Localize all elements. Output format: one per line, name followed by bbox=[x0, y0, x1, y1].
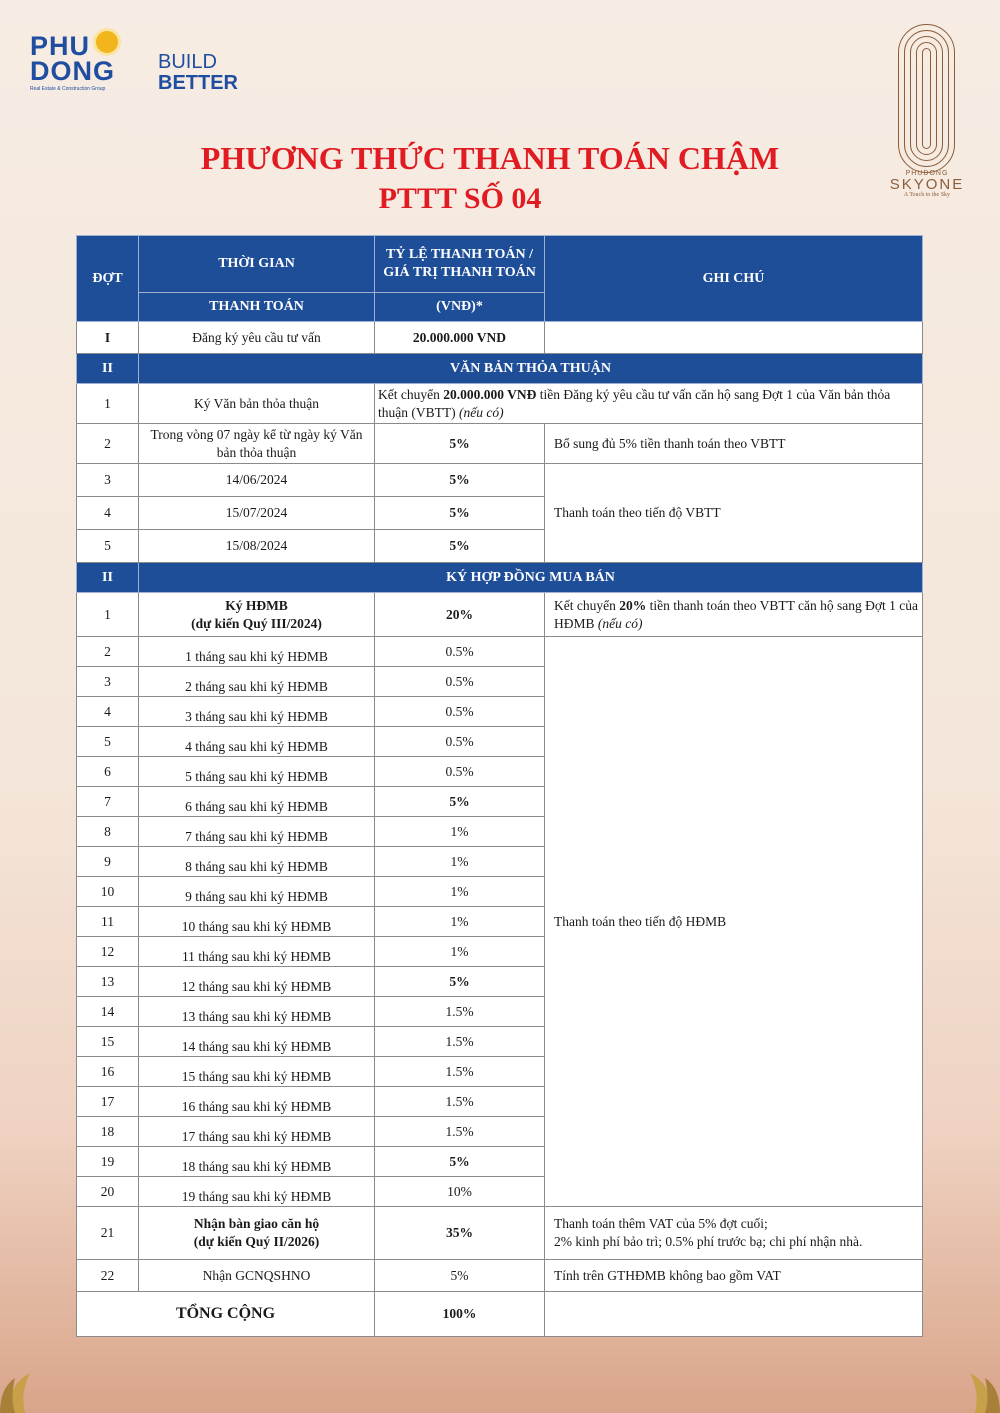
row-time: 17 tháng sau khi ký HĐMB bbox=[139, 1117, 375, 1147]
row-rate: 0.5% bbox=[375, 757, 545, 787]
row-time: 14/06/2024 bbox=[139, 464, 375, 497]
row-rate: 0.5% bbox=[375, 637, 545, 667]
skyone-logo-tagline: A Touch to the Sky bbox=[903, 192, 951, 198]
row-rate: 1.5% bbox=[375, 1117, 545, 1147]
table-row bbox=[77, 1260, 923, 1292]
row-rate: 1% bbox=[375, 847, 545, 877]
plant-decoration-left bbox=[0, 1343, 60, 1413]
row-time: 16 tháng sau khi ký HĐMB bbox=[139, 1087, 375, 1117]
row-time: 14 tháng sau khi ký HĐMB bbox=[139, 1027, 375, 1057]
row-rate: 1% bbox=[375, 877, 545, 907]
row-dot: 3 bbox=[77, 667, 139, 697]
row-dot: 20 bbox=[77, 1177, 139, 1207]
row-rate: 1.5% bbox=[375, 1087, 545, 1117]
table-row bbox=[77, 593, 923, 637]
row-time: 8 tháng sau khi ký HĐMB bbox=[139, 847, 375, 877]
row-time: Ký Văn bản thỏa thuận bbox=[139, 384, 375, 424]
row-dot: 14 bbox=[77, 997, 139, 1027]
row-dot: 19 bbox=[77, 1147, 139, 1177]
total-rate: 100% bbox=[375, 1292, 545, 1337]
row-note bbox=[545, 322, 923, 354]
row-rate: 0.5% bbox=[375, 667, 545, 697]
row-dot: 6 bbox=[77, 757, 139, 787]
table-row bbox=[77, 1207, 923, 1260]
row-dot: 5 bbox=[77, 727, 139, 757]
row-dot: 21 bbox=[77, 1207, 139, 1260]
row-time: 1 tháng sau khi ký HĐMB bbox=[139, 637, 375, 667]
row-time: Trong vòng 07 ngày kể từ ngày ký Văn bản thỏa thuận bbox=[139, 424, 375, 464]
table-row bbox=[77, 384, 923, 424]
row-dot: 7 bbox=[77, 787, 139, 817]
page-subtitle: PTTT SỐ 04 bbox=[378, 182, 542, 215]
row-rate: 1.5% bbox=[375, 997, 545, 1027]
row-time: Ký HĐMB (dự kiến Quý III/2024) bbox=[139, 593, 375, 637]
row-dot: 4 bbox=[77, 497, 139, 530]
row-rate: 1.5% bbox=[375, 1057, 545, 1087]
row-rate: 1.5% bbox=[375, 1027, 545, 1057]
row-time: 3 tháng sau khi ký HĐMB bbox=[139, 697, 375, 727]
row-dot: I bbox=[77, 322, 139, 354]
total-label: TỔNG CỘNG bbox=[77, 1292, 375, 1337]
row-dot: 12 bbox=[77, 937, 139, 967]
row-dot: 15 bbox=[77, 1027, 139, 1057]
row-rate: 10% bbox=[375, 1177, 545, 1207]
row-note: Kết chuyển 20.000.000 VNĐ tiền Đăng ký yêu cầu tư vấn căn hộ sang Đợt 1 của Văn bản thỏa thuận (VBTT) (nếu có) bbox=[375, 384, 923, 424]
row-dot: 22 bbox=[77, 1260, 139, 1292]
slogan bbox=[158, 52, 238, 94]
row-rate: 5% bbox=[375, 1260, 545, 1292]
row-note: Kết chuyển 20% tiền thanh toán theo VBTT căn hộ sang Đợt 1 của HĐMB (nếu có) bbox=[545, 593, 923, 637]
row-rate: 1% bbox=[375, 817, 545, 847]
payment-schedule-table bbox=[76, 235, 923, 1337]
page-title: PHƯƠNG THỨC THANH TOÁN CHẬM bbox=[200, 140, 780, 176]
header-rate-1: TỶ LỆ THANH TOÁN / GIÁ TRỊ THANH TOÁN bbox=[375, 236, 545, 293]
row-dot: 1 bbox=[77, 384, 139, 424]
row-rate: 0.5% bbox=[375, 697, 545, 727]
row-rate: 35% bbox=[375, 1207, 545, 1260]
header-time-2: THANH TOÁN bbox=[139, 293, 375, 322]
row-time: 13 tháng sau khi ký HĐMB bbox=[139, 997, 375, 1027]
table-row bbox=[77, 424, 923, 464]
row-rate: 5% bbox=[375, 967, 545, 997]
row-dot: 2 bbox=[77, 637, 139, 667]
row-rate: 20% bbox=[375, 593, 545, 637]
logo-subtext: Real Estate & Construction Group bbox=[30, 86, 106, 92]
row-time: 15/08/2024 bbox=[139, 530, 375, 563]
row-dot: 10 bbox=[77, 877, 139, 907]
row-rate: 5% bbox=[375, 787, 545, 817]
row-rate: 5% bbox=[375, 424, 545, 464]
plant-decoration-right bbox=[940, 1343, 1000, 1413]
row-rate: 5% bbox=[375, 497, 545, 530]
row-dot: 17 bbox=[77, 1087, 139, 1117]
row-rate: 5% bbox=[375, 464, 545, 497]
row-rate: 1% bbox=[375, 907, 545, 937]
row-time: Nhận GCNQSHNO bbox=[139, 1260, 375, 1292]
row-rate: 20.000.000 VND bbox=[375, 322, 545, 354]
row-time: 9 tháng sau khi ký HĐMB bbox=[139, 877, 375, 907]
row-time: 10 tháng sau khi ký HĐMB bbox=[139, 907, 375, 937]
row-dot: 4 bbox=[77, 697, 139, 727]
row-time: 2 tháng sau khi ký HĐMB bbox=[139, 667, 375, 697]
row-dot: 2 bbox=[77, 424, 139, 464]
row-dot: 5 bbox=[77, 530, 139, 563]
row-time: 15/07/2024 bbox=[139, 497, 375, 530]
row-time: 12 tháng sau khi ký HĐMB bbox=[139, 967, 375, 997]
row-dot: 9 bbox=[77, 847, 139, 877]
row-time: 5 tháng sau khi ký HĐMB bbox=[139, 757, 375, 787]
row-time: Nhận bàn giao căn hộ (dự kiến Quý II/2026) bbox=[139, 1207, 375, 1260]
row-dot: 16 bbox=[77, 1057, 139, 1087]
row-rate: 1% bbox=[375, 937, 545, 967]
row-note: Thanh toán thêm VAT của 5% đợt cuối; 2% kinh phí bảo trì; 0.5% phí trước bạ; chi phí nhận nhà. bbox=[545, 1207, 923, 1260]
row-note: Thanh toán theo tiến độ VBTT bbox=[545, 464, 923, 563]
row-dot: 13 bbox=[77, 967, 139, 997]
row-rate: 5% bbox=[375, 530, 545, 563]
sun-icon bbox=[96, 31, 118, 53]
header-dot: ĐỢT bbox=[77, 236, 139, 322]
row-time: 6 tháng sau khi ký HĐMB bbox=[139, 787, 375, 817]
header-note: GHI CHÚ bbox=[545, 236, 923, 322]
row-time: 7 tháng sau khi ký HĐMB bbox=[139, 817, 375, 847]
row-time: Đăng ký yêu cầu tư vấn bbox=[139, 322, 375, 354]
row-time: 4 tháng sau khi ký HĐMB bbox=[139, 727, 375, 757]
row-note: Thanh toán theo tiến độ HĐMB bbox=[545, 637, 923, 1207]
row-time: 15 tháng sau khi ký HĐMB bbox=[139, 1057, 375, 1087]
row-time: 18 tháng sau khi ký HĐMB bbox=[139, 1147, 375, 1177]
row-dot: 18 bbox=[77, 1117, 139, 1147]
section-dot: II bbox=[77, 563, 139, 593]
slogan-line1: BUILD bbox=[158, 51, 217, 73]
skyone-logo-line1: PHUDONG bbox=[905, 170, 949, 177]
row-dot: 1 bbox=[77, 593, 139, 637]
logo-text-dong: DONG bbox=[30, 56, 115, 86]
header-time-1: THỜI GIAN bbox=[139, 236, 375, 293]
section-title: VĂN BẢN THỎA THUẬN bbox=[139, 354, 923, 384]
header-rate-2: (VNĐ)* bbox=[375, 293, 545, 322]
row-note: Bổ sung đủ 5% tiền thanh toán theo VBTT bbox=[545, 424, 923, 464]
total-note bbox=[545, 1292, 923, 1337]
row-time: 19 tháng sau khi ký HĐMB bbox=[139, 1177, 375, 1207]
logo-text-phu: PHU bbox=[30, 31, 91, 61]
slogan-line2: BETTER bbox=[158, 72, 238, 94]
table-row bbox=[77, 637, 923, 667]
phudong-logo bbox=[30, 31, 115, 92]
section-dot: II bbox=[77, 354, 139, 384]
skyone-logo-line2: SKYONE bbox=[889, 176, 965, 193]
row-time: 11 tháng sau khi ký HĐMB bbox=[139, 937, 375, 967]
table-row bbox=[77, 322, 923, 354]
row-dot: 11 bbox=[77, 907, 139, 937]
section-title: KÝ HỢP ĐỒNG MUA BÁN bbox=[139, 563, 923, 593]
row-note: Tính trên GTHĐMB không bao gồm VAT bbox=[545, 1260, 923, 1292]
table-row bbox=[77, 464, 923, 497]
row-dot: 3 bbox=[77, 464, 139, 497]
row-rate: 0.5% bbox=[375, 727, 545, 757]
row-dot: 8 bbox=[77, 817, 139, 847]
total-row bbox=[77, 1292, 923, 1337]
row-rate: 5% bbox=[375, 1147, 545, 1177]
